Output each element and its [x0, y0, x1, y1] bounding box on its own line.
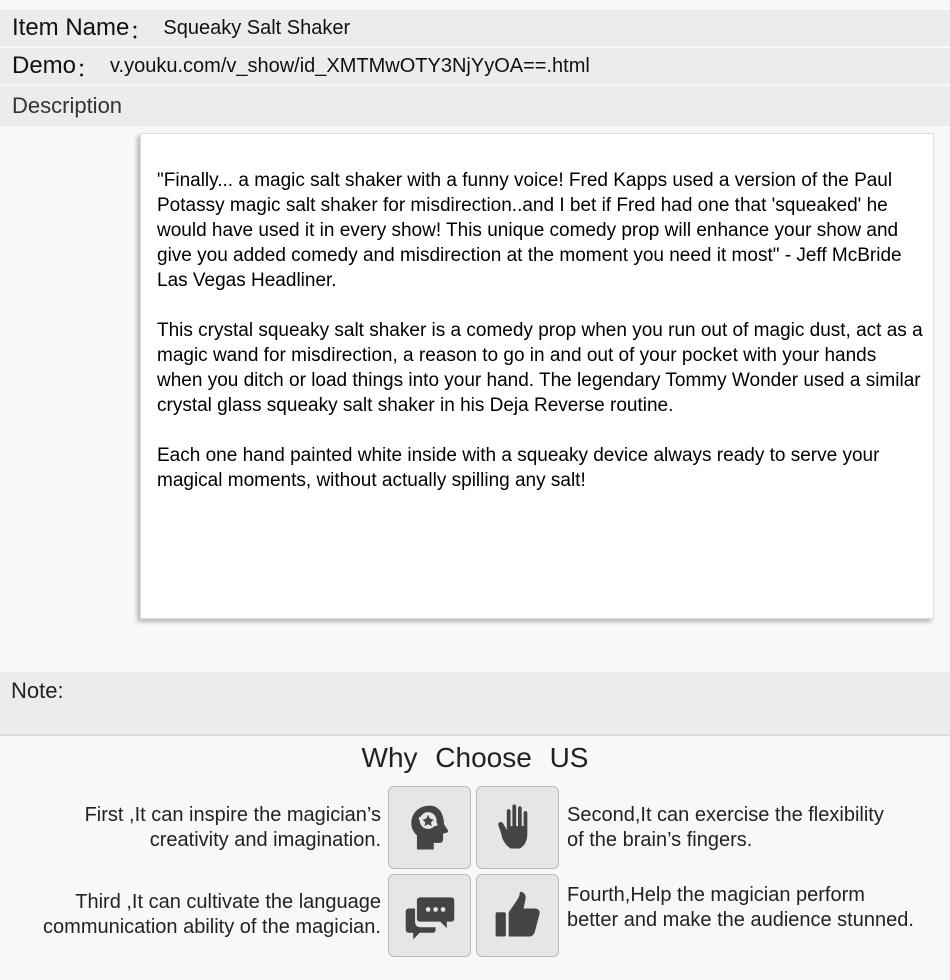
thumbs-up-tile: [476, 874, 559, 957]
chat-bubbles-icon: [402, 888, 458, 944]
item-name-label: Item Name: [12, 14, 130, 41]
brain-head-tile: [388, 786, 471, 869]
why-choose-us-title: Why Choose US: [361, 742, 589, 773]
description-paragraph: Each one hand painted white inside with a squeaky device always ready to serve your magical moments, without actually spilling any salt!: [157, 445, 880, 491]
feature-text-line: First ,It can inspire the magician’s: [84, 804, 381, 826]
feature-text-line: Second,It can exercise the flexibility: [567, 804, 884, 826]
feature-text-line: communication ability of the magician.: [43, 916, 381, 938]
chat-tile: [388, 874, 471, 957]
feature-fourth: [567, 883, 950, 933]
description-paragraph: This crystal squeaky salt shaker is a comedy prop when you run out of magic dust, act as a magic wand for misdirection, a reason to go in and out of your pocket with your hands when you ditch or load things into your hand. The legendary Tommy Wonder used a similar crystal glass squeaky salt shaker in his Deja Reverse routine.: [157, 320, 923, 416]
feature-first: [0, 803, 381, 853]
item-name-row: [0, 10, 950, 46]
demo-row: [0, 48, 950, 84]
thumbs-up-icon: [490, 888, 546, 944]
demo-label: Demo: [12, 52, 77, 79]
feature-text-line: Third ,It can cultivate the language: [75, 891, 381, 913]
feature-text-line: better and make the audience stunned.: [567, 909, 914, 931]
description-paragraph: "Finally... a magic salt shaker with a funny voice! Fred Kapps used a version of the Paul Potassy magic salt shaker for misdirection..and I bet if Fred had one that 'squeaked' he would have used it in every show! This unique comedy prop will enhance your show and give you added comedy and misdirection at the moment you need it most" - Jeff McBride Las Vegas Headliner.: [157, 170, 902, 291]
note-section: [0, 672, 950, 736]
hand-icon: [490, 800, 546, 856]
description-header: [0, 86, 950, 126]
description-box: [140, 133, 934, 619]
feature-second: [567, 803, 947, 853]
description-label: Description: [12, 93, 123, 118]
note-label: Note:: [11, 678, 64, 703]
feature-text-line: Fourth,Help the magician perform: [567, 884, 865, 906]
demo-link[interactable]: v.youku.com/v_show/id_XMTMwOTY3NjYyOA==.html: [110, 54, 590, 77]
feature-text-line: creativity and imagination.: [149, 829, 381, 851]
brain-head-icon: [402, 800, 458, 856]
item-name-value: Squeaky Salt Shaker: [163, 16, 351, 39]
hand-tile: [476, 786, 559, 869]
feature-third: [0, 890, 381, 940]
item-name-separator: ：: [129, 17, 154, 45]
feature-text-line: of the brain’s fingers.: [567, 829, 753, 851]
demo-separator: ：: [76, 55, 101, 83]
